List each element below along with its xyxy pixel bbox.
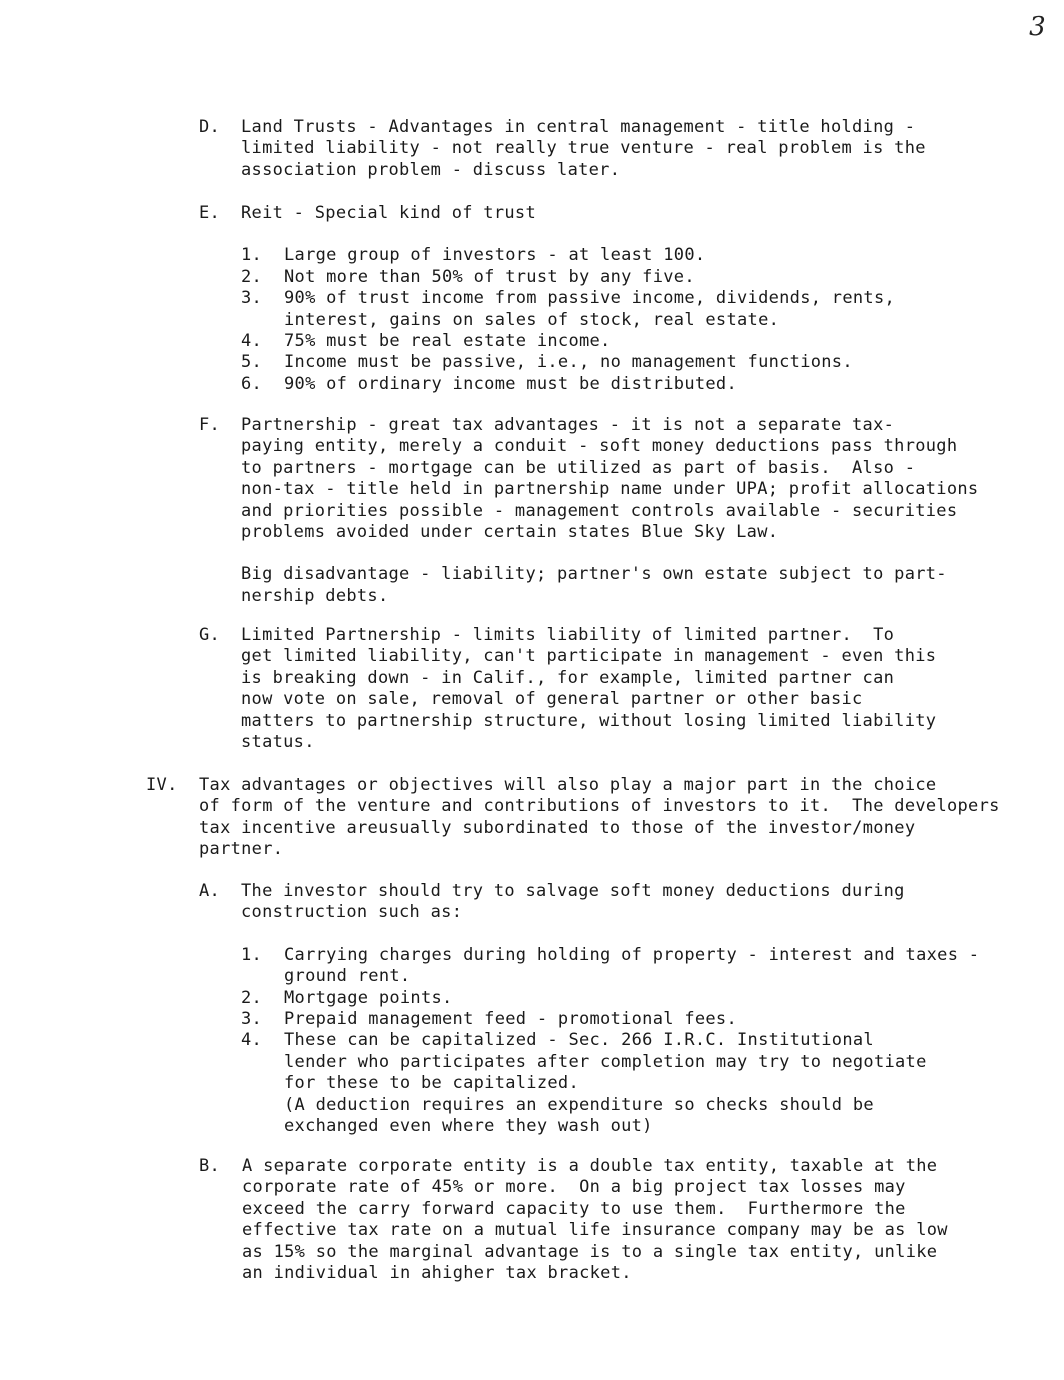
text-line: These can be capitalized - Sec. 266 I.R.C. Institutional: [284, 1030, 874, 1051]
list-item-marker: 2.: [241, 266, 263, 287]
text-line: 90% of trust income from passive income, dividends, rents,: [284, 288, 896, 309]
text-line: construction such as:: [241, 902, 463, 923]
text-line: lender who participates after completion may try to negotiate: [284, 1051, 927, 1072]
text-line: partner.: [199, 839, 284, 860]
section-d: [199, 117, 926, 181]
text-line: Land Trusts - Advantages in central management - title holding -: [241, 117, 916, 137]
section-f-marker: F.: [199, 415, 221, 435]
text-line: for these to be capitalized.: [284, 1073, 579, 1094]
text-line: association problem - discuss later.: [241, 159, 621, 180]
text-line: ground rent.: [284, 966, 411, 987]
section-e: [199, 203, 895, 395]
text-line: Tax advantages or objectives will also play a major part in the choice: [199, 775, 937, 795]
list-item: [241, 988, 979, 1009]
list-item: [241, 331, 895, 352]
text-line: Big disadvantage - liability; partner's own estate subject to part-: [241, 564, 947, 585]
section-b: [199, 1156, 948, 1284]
list-item: [241, 267, 895, 288]
section-iv-text: [199, 775, 1000, 861]
section-b-marker: B.: [199, 1156, 221, 1176]
text-line: and priorities possible - management controls available - securities: [241, 500, 958, 521]
list-item-marker: 3.: [241, 288, 263, 309]
list-item-marker: 2.: [241, 987, 263, 1008]
text-line: 75% must be real estate income.: [284, 331, 611, 352]
text-line: Partnership - great tax advantages - it is not a separate tax-: [241, 415, 895, 435]
list-item: [241, 352, 895, 373]
text-line: problems avoided under certain states Blue Sky Law.: [241, 522, 779, 543]
text-line: effective tax rate on a mutual life insurance company may be as low: [242, 1220, 948, 1241]
section-iv: [146, 775, 1000, 861]
text-line: Reit - Special kind of trust: [241, 203, 536, 223]
text-line: Mortgage points.: [284, 987, 453, 1008]
text-line: get limited liability, can't participate in management - even this: [241, 646, 937, 667]
text-line: tax incentive areusually subordinated to those of the investor/money: [199, 817, 916, 838]
soft-money-deductions-list: [241, 945, 979, 1138]
text-line: now vote on sale, removal of general partner or other basic: [241, 689, 863, 710]
text-line: status.: [241, 732, 315, 753]
text-line: The investor should try to salvage soft money deductions during: [241, 881, 905, 901]
text-line: paying entity, merely a conduit - soft money deductions pass through: [241, 436, 958, 457]
text-line: of form of the venture and contributions of investors to it. The developers: [199, 796, 1000, 817]
section-g-text: [241, 625, 936, 753]
text-line: Limited Partnership - limits liability of limited partner. To: [241, 625, 895, 645]
list-item-marker: 4.: [241, 1030, 263, 1051]
section-f-paragraph-2: [241, 564, 978, 607]
text-line: (A deduction requires an expenditure so checks should be: [284, 1094, 874, 1115]
text-line: exceed the carry forward capacity to use them. Furthermore the: [242, 1198, 906, 1219]
list-item: [241, 1009, 979, 1030]
text-line: corporate rate of 45% or more. On a big project tax losses may: [242, 1177, 906, 1198]
text-line: 90% of ordinary income must be distributed.: [284, 373, 737, 394]
section-d-text: [241, 117, 926, 181]
section-b-text: [242, 1156, 948, 1284]
text-line: Carrying charges during holding of property - interest and taxes -: [284, 944, 980, 965]
section-g: [199, 625, 936, 753]
text-line: to partners - mortgage can be utilized as part of basis. Also -: [241, 457, 916, 478]
text-line: interest, gains on sales of stock, real estate.: [284, 309, 780, 330]
list-item: [241, 1030, 979, 1137]
text-line: matters to partnership structure, without losing limited liability: [241, 710, 937, 731]
list-item-marker: 4.: [241, 331, 263, 352]
section-iv-marker: IV.: [146, 775, 178, 795]
text-line: exchanged even where they wash out): [284, 1116, 653, 1137]
text-line: Prepaid management feed - promotional fees.: [284, 1009, 737, 1030]
section-a-marker: A.: [199, 881, 221, 901]
list-item-marker: 1.: [241, 944, 263, 965]
text-line: non-tax - title held in partnership name under UPA; profit allocations: [241, 479, 979, 500]
reit-requirements-list: [241, 245, 895, 395]
text-line: limited liability - not really true venture - real problem is the: [241, 138, 926, 159]
list-item-marker: 1.: [241, 245, 263, 266]
text-line: Large group of investors - at least 100.: [284, 245, 706, 266]
section-d-marker: D.: [199, 117, 221, 137]
list-item-marker: 6.: [241, 373, 263, 394]
page-number: 3: [1029, 12, 1046, 42]
section-e-marker: E.: [199, 203, 221, 223]
section-a-text: [241, 881, 979, 1137]
text-line: Income must be passive, i.e., no management functions.: [284, 352, 853, 373]
list-item: [241, 945, 979, 988]
text-line: nership debts.: [241, 585, 389, 606]
text-line: is breaking down - in Calif., for example, limited partner can: [241, 667, 895, 688]
text-line: as 15% so the marginal advantage is to a single tax entity, unlike: [242, 1241, 938, 1262]
section-g-marker: G.: [199, 625, 221, 645]
text-line: A separate corporate entity is a double tax entity, taxable at the: [242, 1156, 938, 1176]
text-line: Not more than 50% of trust by any five.: [284, 266, 695, 287]
list-item-marker: 3.: [241, 1009, 263, 1030]
section-e-text: [241, 203, 895, 395]
list-item: [241, 245, 895, 266]
section-a: [199, 881, 979, 1137]
text-line: an individual in ahigher tax bracket.: [242, 1263, 632, 1284]
section-f: [199, 415, 978, 607]
list-item: [241, 288, 895, 331]
section-f-text: [241, 415, 978, 607]
list-item: [241, 374, 895, 395]
list-item-marker: 5.: [241, 352, 263, 373]
